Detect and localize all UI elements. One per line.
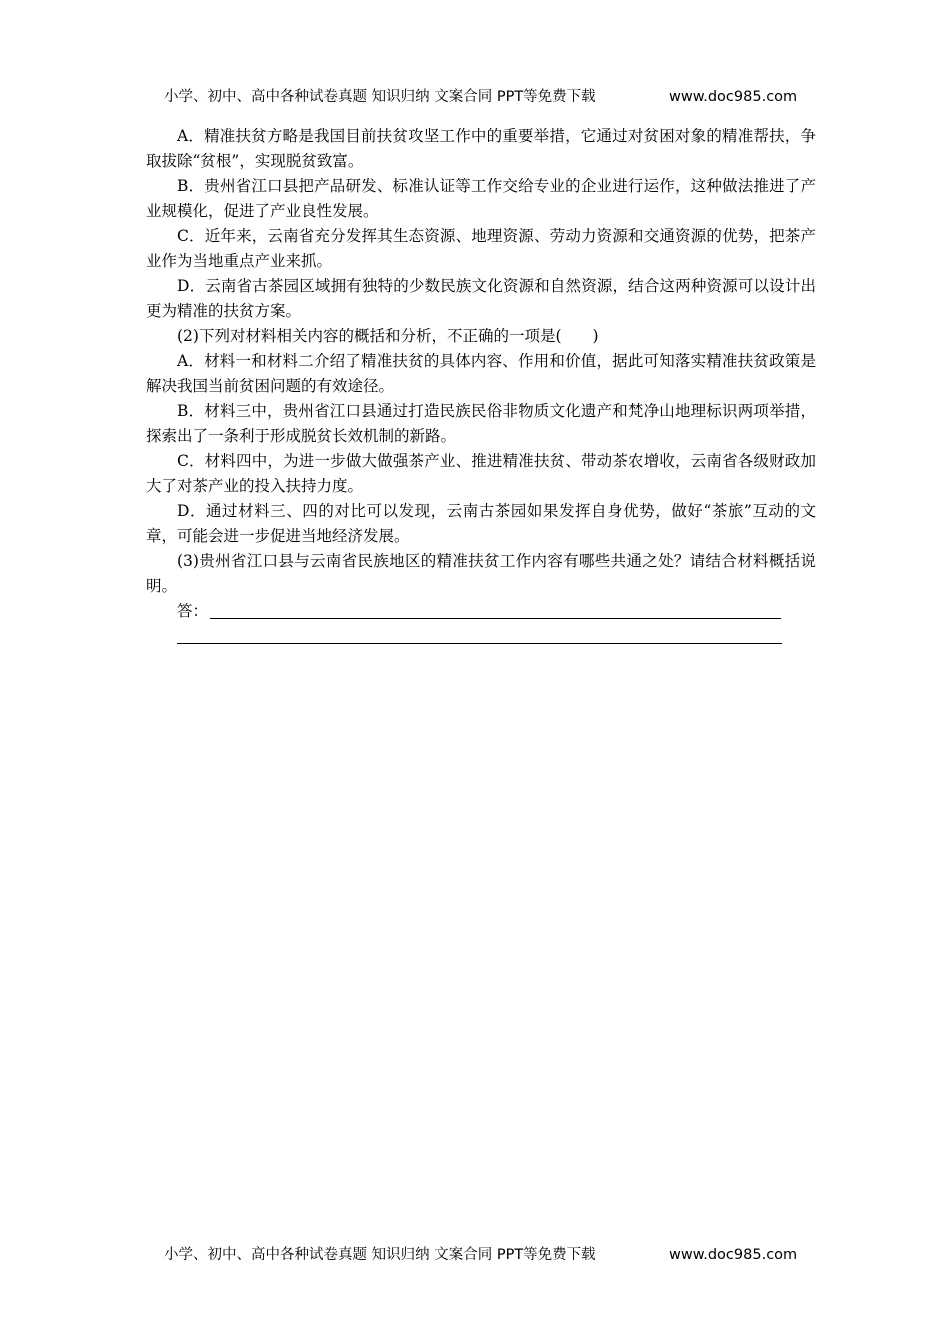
q3-stem: (3)贵州省江口县与云南省民族地区的精准扶贫工作内容有哪些共通之处？请结合材料概括说明。 xyxy=(146,552,816,595)
answer-blank-2[interactable] xyxy=(177,642,782,644)
q2-option-d: D．通过材料三、四的对比可以发现，云南古茶园如果发挥自身优势，做好“茶旅”互动的文章，可能会进一步促进当地经济发展。 xyxy=(146,502,816,545)
header-text: 小学、初中、高中各种试卷真题 知识归纳 文案合同 PPT等免费下载 xyxy=(164,89,596,105)
q2-option-c: C．材料四中，为进一步做大做强茶产业、推进精准扶贫、带动茶农增收，云南省各级财政加大了对茶产业的投入扶持力度。 xyxy=(146,452,816,495)
q2-stem: (2)下列对材料相关内容的概括和分析，不正确的一项是( ) xyxy=(177,327,599,345)
q1-option-b: B．贵州省江口县把产品研发、标准认证等工作交给专业的企业进行运作，这种做法推进了产业规模化，促进了产业良性发展。 xyxy=(146,177,816,220)
question-content xyxy=(146,124,816,649)
answer-line-1 xyxy=(146,599,816,624)
footer-text: 小学、初中、高中各种试卷真题 知识归纳 文案合同 PPT等免费下载 xyxy=(164,1247,596,1263)
footer-site-link[interactable]: www.doc985.com xyxy=(669,1247,798,1263)
answer-line-2 xyxy=(146,624,816,649)
q2-option-b: B．材料三中，贵州省江口县通过打造民族民俗非物质文化遗产和梵净山地理标识两项举措，探索出了一条利于形成脱贫长效机制的新路。 xyxy=(146,402,816,445)
page-footer xyxy=(164,1245,804,1265)
q2-option-a: A．材料一和材料二介绍了精准扶贫的具体内容、作用和价值，据此可知落实精准扶贫政策是解决我国当前贫困问题的有效途径。 xyxy=(146,352,816,395)
page-header xyxy=(164,87,804,107)
header-site-link[interactable]: www.doc985.com xyxy=(669,89,798,105)
q1-option-d: D．云南省古茶园区域拥有独特的少数民族文化资源和自然资源，结合这两种资源可以设计出更为精准的扶贫方案。 xyxy=(146,277,816,320)
q1-option-a: A．精准扶贫方略是我国目前扶贫攻坚工作中的重要举措，它通过对贫困对象的精准帮扶，争取拔除“贫根”，实现脱贫致富。 xyxy=(146,127,816,170)
q1-option-c: C．近年来，云南省充分发挥其生态资源、地理资源、劳动力资源和交通资源的优势，把茶产业作为当地重点产业来抓。 xyxy=(146,227,816,270)
answer-label: 答： xyxy=(177,602,209,620)
answer-blank-1[interactable] xyxy=(210,617,781,619)
